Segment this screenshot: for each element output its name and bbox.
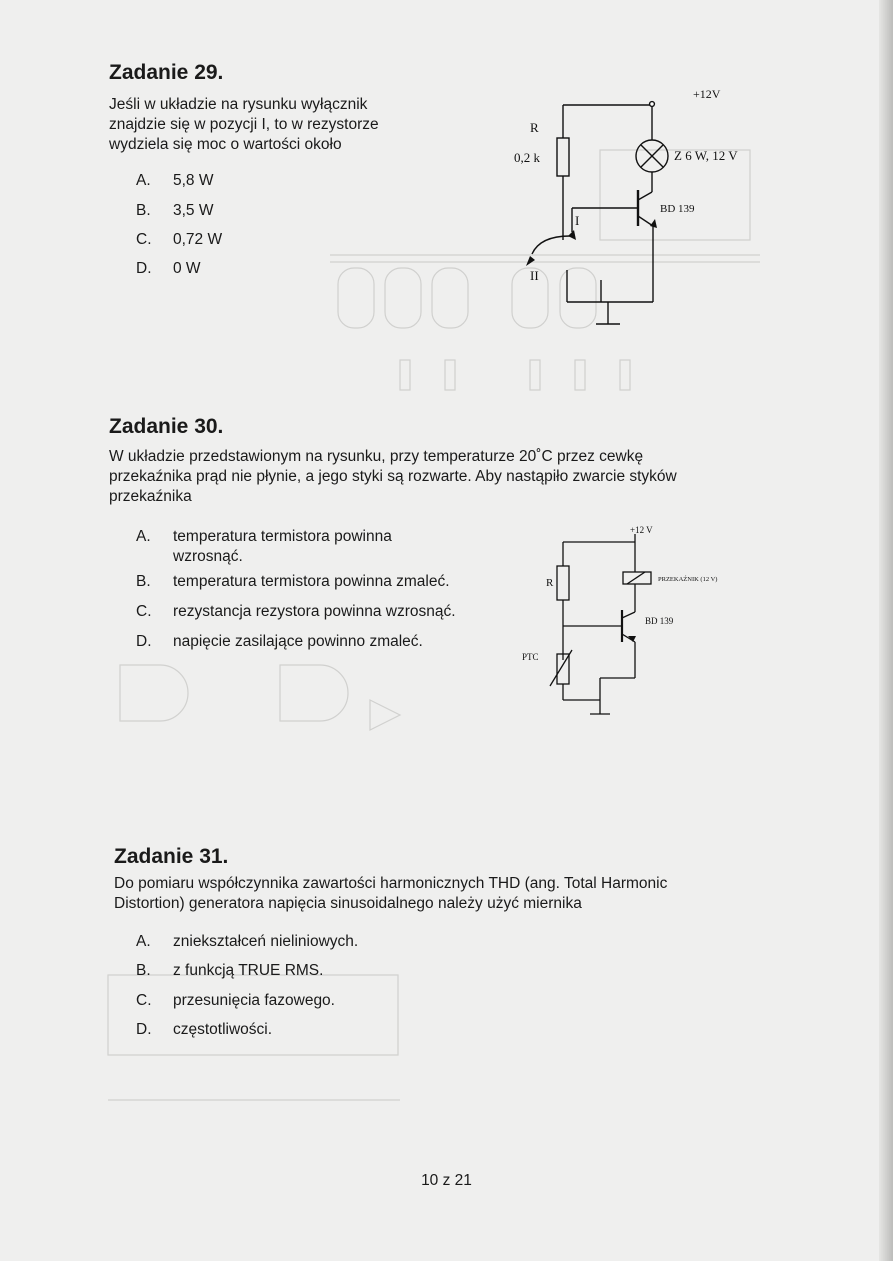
- option-letter: A.: [136, 528, 151, 545]
- option-letter: B.: [136, 962, 151, 979]
- task-31-option-c[interactable]: [136, 991, 436, 1011]
- option-text: 0 W: [173, 260, 201, 277]
- relay-label: PRZEKAŹNIK (12 V): [658, 576, 718, 583]
- task-30-question-line: W układzie przedstawionym na rysunku, przy temperaturze 20˚C przez cewkę: [109, 448, 644, 465]
- option-letter: A.: [136, 933, 151, 950]
- task-31-option-a[interactable]: [136, 932, 436, 952]
- supply-label: +12V: [693, 87, 721, 101]
- resistor-r: [557, 566, 569, 600]
- task-31-question: [114, 874, 790, 914]
- resistor-r: [557, 138, 569, 176]
- task-30-question-line: przekaźnika prąd nie płynie, a jego styki są rozwarte. Aby nastąpiło zwarcie styków: [109, 468, 677, 485]
- task-31-heading: Zadanie 31.: [114, 845, 229, 868]
- task-30-heading: Zadanie 30.: [109, 415, 224, 438]
- resistor-value: 0,2 k: [514, 150, 540, 165]
- task-30-circuit-diagram: [510, 520, 780, 720]
- bulb-label: Z 6 W, 12 V: [674, 148, 738, 163]
- task-29-option-d[interactable]: [136, 259, 336, 279]
- task-31-option-d[interactable]: [136, 1020, 436, 1040]
- switch-position-1: I: [575, 213, 580, 228]
- task-29-question-line: wydziela się moc o wartości około: [109, 136, 342, 153]
- option-text: napięcie zasilające powinno zmaleć.: [173, 633, 423, 650]
- task-30-option-a[interactable]: [136, 527, 466, 567]
- page-edge-shadow: [879, 0, 893, 1261]
- task-30-option-b[interactable]: [136, 572, 496, 592]
- option-letter: D.: [136, 260, 152, 277]
- resistor-name: R: [530, 120, 539, 135]
- task-30-option-c[interactable]: [136, 602, 506, 622]
- thermistor-label: PTC: [522, 652, 539, 662]
- task-29-circuit-diagram: [500, 80, 790, 330]
- task-30-option-d[interactable]: [136, 632, 496, 652]
- option-letter: B.: [136, 202, 151, 219]
- option-text-line: wzrosnąć.: [173, 548, 243, 565]
- task-31-question-line: Do pomiaru współczynnika zawartości harmonicznych THD (ang. Total Harmonic: [114, 875, 668, 892]
- task-30-question-line: przekaźnika: [109, 488, 192, 505]
- option-text: 3,5 W: [173, 202, 214, 219]
- option-text: temperatura termistora powinna zmaleć.: [173, 573, 450, 590]
- task-29-question-line: Jeśli w układzie na rysunku wyłącznik: [109, 96, 368, 113]
- option-letter: A.: [136, 172, 151, 189]
- transistor-label: BD 139: [645, 616, 674, 626]
- task-29-heading: Zadanie 29.: [109, 61, 224, 84]
- transistor-label: BD 139: [660, 203, 695, 215]
- option-text: 5,8 W: [173, 172, 214, 189]
- resistor-name: R: [546, 577, 554, 589]
- option-letter: C.: [136, 231, 152, 248]
- option-letter: C.: [136, 992, 152, 1009]
- task-31-question-line: Distortion) generatora napięcia sinusoidalnego należy użyć miernika: [114, 895, 582, 912]
- option-letter: C.: [136, 603, 152, 620]
- option-text: [173, 527, 392, 567]
- option-text: częstotliwości.: [173, 1021, 273, 1038]
- task-30-question: [109, 447, 787, 507]
- task-29-question-line: znajdzie się w pozycji I, to w rezystorze: [109, 116, 379, 133]
- option-text: rezystancja rezystora powinna wzrosnąć.: [173, 603, 456, 620]
- option-text: z funkcją TRUE RMS.: [173, 962, 324, 979]
- task-29-option-a[interactable]: [136, 171, 336, 191]
- page-number: 10 z 21: [421, 1172, 472, 1189]
- option-letter: D.: [136, 1021, 152, 1038]
- option-text: 0,72 W: [173, 231, 223, 248]
- task-29-option-b[interactable]: [136, 201, 336, 221]
- option-letter: B.: [136, 573, 151, 590]
- option-text: zniekształceń nieliniowych.: [173, 933, 359, 950]
- task-29-option-c[interactable]: [136, 230, 336, 250]
- option-text: przesunięcia fazowego.: [173, 992, 335, 1009]
- option-text-line: temperatura termistora powinna: [173, 528, 392, 545]
- task-29-question: [109, 95, 429, 155]
- supply-label: +12 V: [630, 525, 653, 535]
- option-letter: D.: [136, 633, 152, 650]
- switch-position-2: II: [530, 268, 539, 283]
- task-31-option-b[interactable]: [136, 961, 436, 981]
